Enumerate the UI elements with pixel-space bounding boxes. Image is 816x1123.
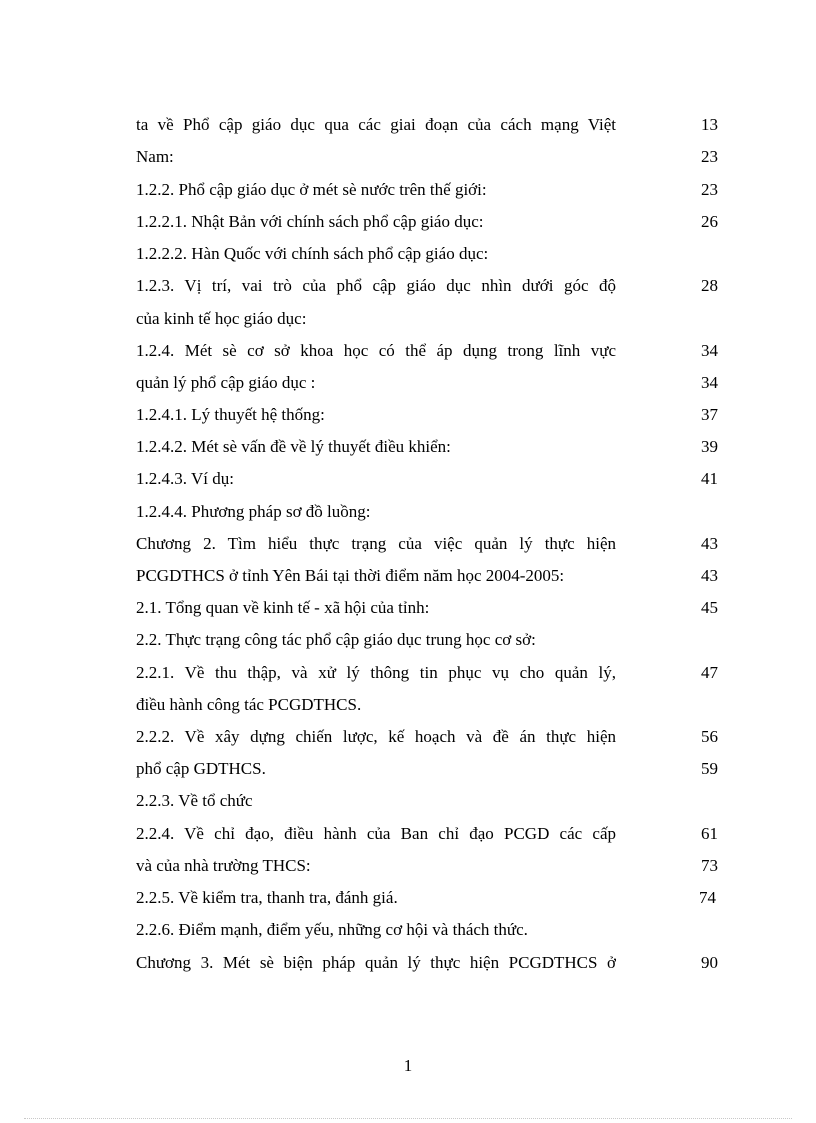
toc-entry — [0, 691, 816, 719]
toc-entry-page: 13 — [701, 115, 718, 134]
toc-entry — [0, 143, 816, 171]
toc-entry — [0, 884, 816, 912]
toc-entry-page: 23 — [701, 180, 718, 199]
toc-entry-title: Chương 2. Tìm hiểu thực trạng của việc quản lý thực hiện — [136, 534, 616, 553]
toc-entry — [0, 659, 816, 687]
toc-entry — [0, 240, 816, 268]
page-number: 1 — [403, 1056, 413, 1075]
toc-entry — [0, 562, 816, 590]
toc-entry — [0, 208, 816, 236]
toc-entry-title: 1.2.2.1. Nhật Bản với chính sách phổ cập giáo dục: — [136, 212, 484, 231]
toc-entry — [0, 787, 816, 815]
toc-entry-title: điều hành công tác PCGDTHCS. — [136, 695, 362, 714]
toc-entry-page: 26 — [701, 212, 718, 231]
toc-entry-page: 56 — [701, 727, 718, 746]
toc-entry-title: của kinh tế học giáo dục: — [136, 309, 307, 328]
toc-entry — [0, 433, 816, 461]
toc-entry — [0, 272, 816, 300]
toc-entry-title: Chương 3. Mét sè biện pháp quản lý thực hiện PCGDTHCS ở — [136, 953, 616, 972]
toc-entry-page: 90 — [701, 953, 718, 972]
toc-entry — [0, 305, 816, 333]
toc-entry-title: 2.2.5. Về kiểm tra, thanh tra, đánh giá. — [136, 888, 398, 907]
toc-entry — [0, 820, 816, 848]
toc-entry-page: 28 — [701, 276, 718, 295]
page-bottom-divider — [24, 1118, 792, 1119]
toc-entry-title: 2.1. Tổng quan về kinh tế - xã hội của tỉnh: — [136, 598, 430, 617]
toc-entry — [0, 626, 816, 654]
toc-entry-page: 59 — [701, 759, 718, 778]
toc-entry — [0, 755, 816, 783]
toc-entry — [0, 916, 816, 944]
toc-entry-title: 1.2.2. Phổ cập giáo dục ở mét sè nước trên thế giới: — [136, 180, 487, 199]
toc-entry-title: 1.2.4.1. Lý thuyết hệ thống: — [136, 405, 325, 424]
toc-entry-title: 2.2. Thực trạng công tác phổ cập giáo dục trung học cơ sở: — [136, 630, 536, 649]
toc-entry — [0, 949, 816, 977]
toc-entry-page: 39 — [701, 437, 718, 456]
toc-entry — [0, 176, 816, 204]
toc-entry-page: 37 — [701, 405, 718, 424]
toc-entry-page: 34 — [701, 373, 718, 392]
toc-entry-title: 1.2.4.3. Ví dụ: — [136, 469, 234, 488]
toc-entry-page: 74 — [699, 888, 716, 907]
toc-entry-page: 34 — [701, 341, 718, 360]
toc-entry-title: 1.2.4. Mét sè cơ sở khoa học có thể áp dụng trong lĩnh vực — [136, 341, 616, 360]
toc-entry-page: 23 — [701, 147, 718, 166]
toc-entry — [0, 530, 816, 558]
toc-entry-page: 43 — [701, 566, 718, 585]
toc-entry-title: Nam: — [136, 147, 174, 166]
toc-entry-page: 45 — [701, 598, 718, 617]
toc-entry — [0, 852, 816, 880]
toc-entry-title: 2.2.3. Về tổ chức — [136, 791, 253, 810]
toc-entry-title: và của nhà trường THCS: — [136, 856, 311, 875]
toc-entry — [0, 337, 816, 365]
toc-entry-page: 47 — [701, 663, 718, 682]
toc-entry-page: 73 — [701, 856, 718, 875]
toc-entry — [0, 498, 816, 526]
toc-entry-title: 1.2.2.2. Hàn Quốc với chính sách phổ cập giáo dục: — [136, 244, 489, 263]
toc-entry-title: 2.2.1. Về thu thập, và xử lý thông tin phục vụ cho quản lý, — [136, 663, 616, 682]
toc-entry-title: 2.2.6. Điểm mạnh, điểm yếu, những cơ hội và thách thức. — [136, 920, 528, 939]
toc-entry-title: phổ cập GDTHCS. — [136, 759, 266, 778]
toc-entry — [0, 401, 816, 429]
toc-entry — [0, 369, 816, 397]
toc-entry-page: 41 — [701, 469, 718, 488]
toc-entry-title: 1.2.3. Vị trí, vai trò của phổ cập giáo dục nhìn dưới góc độ — [136, 276, 616, 295]
toc-entry-title: 1.2.4.4. Phương pháp sơ đồ luồng: — [136, 502, 371, 521]
toc-entry-title: quản lý phổ cập giáo dục : — [136, 373, 316, 392]
toc-entry-page: 43 — [701, 534, 718, 553]
toc-entry-title: 2.2.4. Về chỉ đạo, điều hành của Ban chỉ đạo PCGD các cấp — [136, 824, 616, 843]
toc-entry-title: 1.2.4.2. Mét sè vấn đề về lý thuyết điều khiển: — [136, 437, 451, 456]
toc-entry-page: 61 — [701, 824, 718, 843]
toc-entry — [0, 111, 816, 139]
toc-entry-title: 2.2.2. Về xây dựng chiến lược, kế hoạch và đề án thực hiện — [136, 727, 616, 746]
toc-entry — [0, 465, 816, 493]
toc-entry-title: ta về Phổ cập giáo dục qua các giai đoạn của cách mạng Việt — [136, 115, 616, 134]
toc-entry — [0, 594, 816, 622]
toc-entry — [0, 723, 816, 751]
toc-entry-title: PCGDTHCS ở tỉnh Yên Bái tại thời điểm năm học 2004-2005: — [136, 566, 565, 585]
